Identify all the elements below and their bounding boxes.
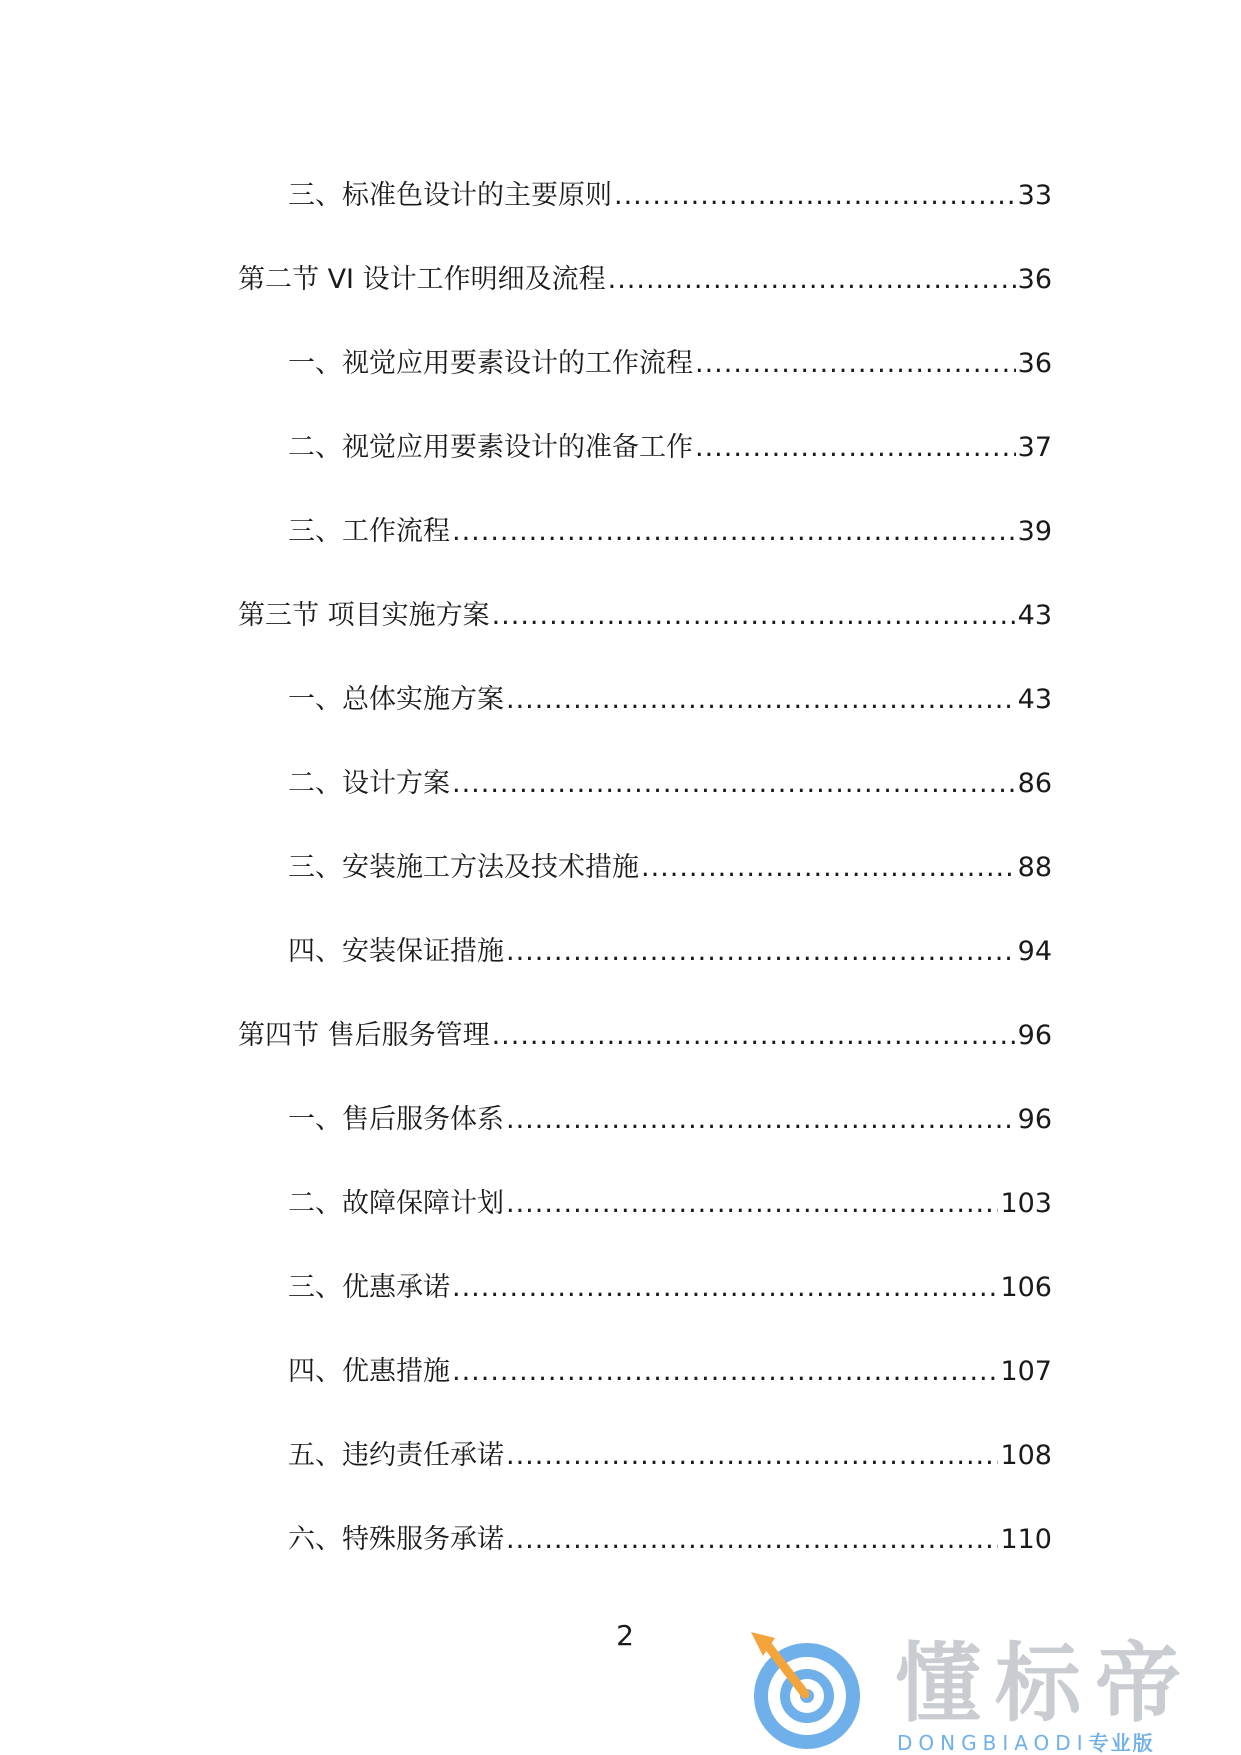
toc-entry[interactable] xyxy=(288,764,1052,804)
toc-entry[interactable] xyxy=(238,1016,1052,1056)
toc-entry-title: 一、总体实施方案 xyxy=(288,684,504,715)
toc-entry[interactable] xyxy=(288,1184,1052,1224)
toc-entry-title: 一、售后服务体系 xyxy=(288,1104,504,1135)
toc-entry-page: 37 xyxy=(1017,432,1052,463)
toc-leader-dots xyxy=(695,344,1016,384)
toc-entry-page: 39 xyxy=(1017,516,1052,547)
toc-entry-page: 33 xyxy=(1017,180,1052,211)
toc-leader-dots xyxy=(452,512,1016,552)
toc-entry-page: 43 xyxy=(1017,600,1052,631)
toc-entry[interactable] xyxy=(288,1352,1052,1392)
toc-entry-page: 94 xyxy=(1017,936,1052,967)
toc-entry-page: 107 xyxy=(1000,1356,1052,1387)
toc-entry[interactable] xyxy=(288,932,1052,972)
toc-entry[interactable] xyxy=(288,176,1052,216)
toc-entry-title: 三、安装施工方法及技术措施 xyxy=(288,852,639,883)
toc-entry-title: 第二节 VI 设计工作明细及流程 xyxy=(238,264,606,295)
toc-entry[interactable] xyxy=(288,1520,1052,1560)
toc-entry[interactable] xyxy=(238,596,1052,636)
toc-entry-title: 三、优惠承诺 xyxy=(288,1272,450,1303)
toc-entry[interactable] xyxy=(288,512,1052,552)
target-logo-icon xyxy=(745,1630,865,1754)
toc-entry-title: 二、设计方案 xyxy=(288,768,450,799)
brand-subtitle-edition: 专业版 xyxy=(1088,1731,1155,1755)
toc-leader-dots xyxy=(452,1268,998,1308)
toc-entry-title: 二、故障保障计划 xyxy=(288,1188,504,1219)
toc-leader-dots xyxy=(506,1520,998,1560)
brand-name: 懂标帝 xyxy=(895,1634,1195,1734)
toc-entry[interactable] xyxy=(288,1268,1052,1308)
toc-entry-page: 36 xyxy=(1017,348,1052,379)
toc-leader-dots xyxy=(506,1436,998,1476)
toc-entry-page: 96 xyxy=(1017,1104,1052,1135)
toc-entry-page: 88 xyxy=(1017,852,1052,883)
toc-leader-dots xyxy=(452,764,1016,804)
toc-entry-page: 36 xyxy=(1017,264,1052,295)
toc-leader-dots xyxy=(506,1184,998,1224)
toc-entry[interactable] xyxy=(288,1436,1052,1476)
toc-leader-dots xyxy=(695,428,1016,468)
toc-entry-page: 108 xyxy=(1000,1440,1052,1471)
toc-leader-dots xyxy=(614,176,1016,216)
toc-entry-title: 五、违约责任承诺 xyxy=(288,1440,504,1471)
toc-entry[interactable] xyxy=(288,848,1052,888)
toc-entry[interactable] xyxy=(288,344,1052,384)
page-number: 2 xyxy=(616,1619,634,1652)
toc-entry-title: 六、特殊服务承诺 xyxy=(288,1524,504,1555)
brand-watermark xyxy=(745,1630,1215,1754)
toc-entry[interactable] xyxy=(288,1100,1052,1140)
toc-entry-title: 第三节 项目实施方案 xyxy=(238,600,490,631)
toc-entry[interactable] xyxy=(238,260,1052,300)
toc-entry-title: 二、视觉应用要素设计的准备工作 xyxy=(288,432,693,463)
toc-entry-title: 四、安装保证措施 xyxy=(288,936,504,967)
toc-leader-dots xyxy=(608,260,1016,300)
toc-leader-dots xyxy=(506,1100,1016,1140)
toc-entry-page: 86 xyxy=(1017,768,1052,799)
toc-entry-title: 一、视觉应用要素设计的工作流程 xyxy=(288,348,693,379)
toc-entry-page: 96 xyxy=(1017,1020,1052,1051)
toc-entry-title: 四、优惠措施 xyxy=(288,1356,450,1387)
toc-entry-title: 三、工作流程 xyxy=(288,516,450,547)
toc-entry[interactable] xyxy=(288,680,1052,720)
brand-subtitle xyxy=(897,1732,1155,1754)
toc-entry-page: 103 xyxy=(1000,1188,1052,1219)
toc-leader-dots xyxy=(492,1016,1016,1056)
toc-entry-title: 第四节 售后服务管理 xyxy=(238,1020,490,1051)
toc-leader-dots xyxy=(506,932,1016,972)
toc-entry[interactable] xyxy=(288,428,1052,468)
toc-entry-title: 三、标准色设计的主要原则 xyxy=(288,180,612,211)
toc-entry-page: 43 xyxy=(1017,684,1052,715)
brand-subtitle-latin: DONGBIAODI xyxy=(897,1731,1089,1755)
toc-leader-dots xyxy=(492,596,1016,636)
toc-entry-page: 110 xyxy=(1000,1524,1052,1555)
toc-leader-dots xyxy=(452,1352,998,1392)
toc-entry-page: 106 xyxy=(1000,1272,1052,1303)
toc-leader-dots xyxy=(506,680,1016,720)
toc-leader-dots xyxy=(641,848,1016,888)
